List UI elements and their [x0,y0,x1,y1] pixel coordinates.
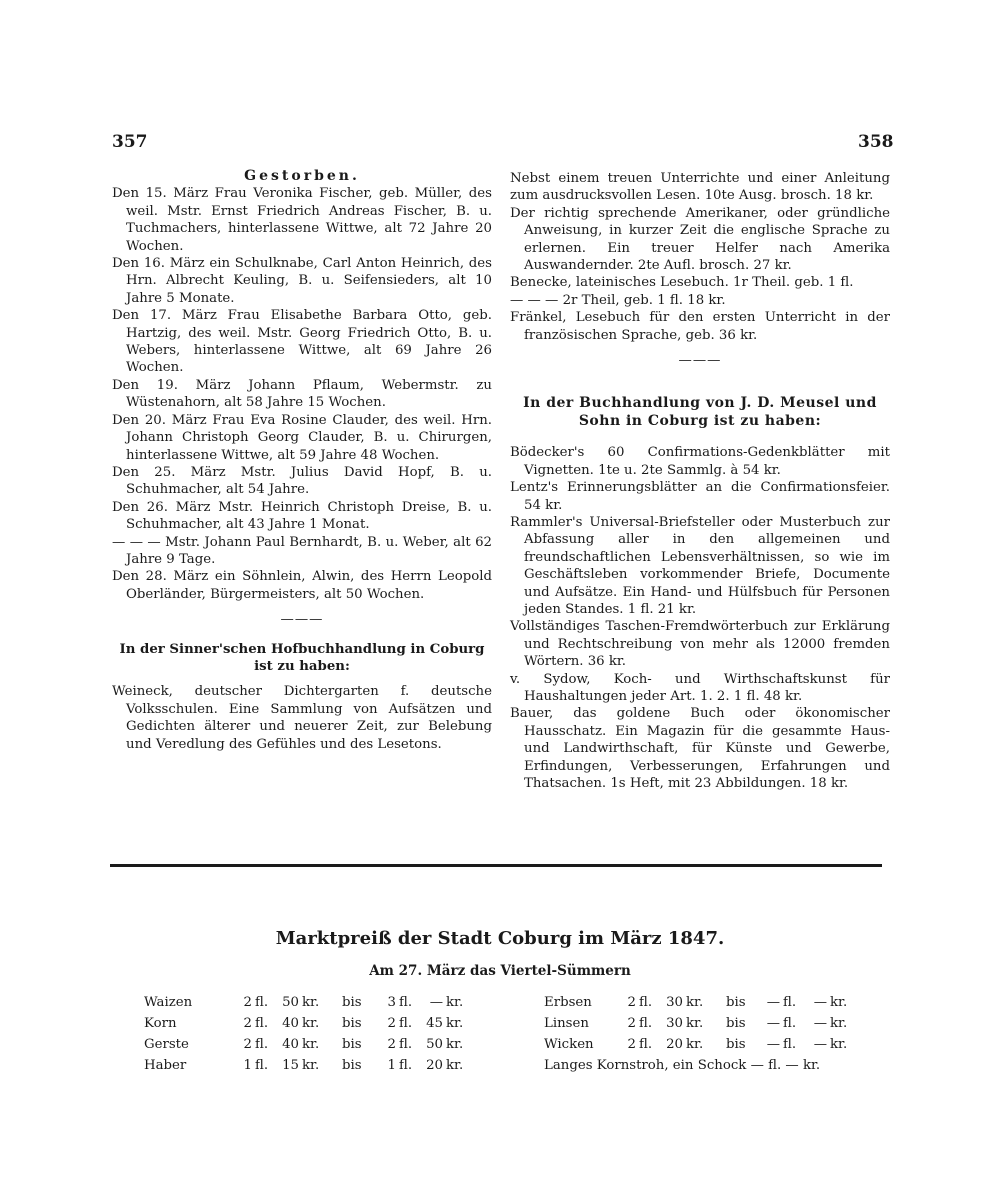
price-value: — [766,995,780,1010]
price-value: 20 [666,1037,683,1052]
section-separator: ——— [280,612,324,628]
range-label: bis [342,1016,362,1031]
unit-label: kr. [686,1037,704,1052]
unit-label: kr. [686,1016,704,1031]
grain-name: Korn [144,1016,177,1031]
unit-label: kr. [830,1016,848,1031]
price-value: — [429,995,443,1010]
unit-label: fl. [255,1037,269,1052]
book-listing: Der richtig sprechende Amerikaner, oder gründliche Anweisung, in kurzer Zeit die englische Sprache zu erlernen. Ein treuer Helfer nach Amerika Auswandernder. 2te Aufl. brosch. 27 kr. [510,205,890,274]
death-entry: Den 25. März Mstr. Julius David Hopf, B. u. Schuhmacher, alt 54 Jahre. [112,464,492,498]
price-value: 40 [282,1037,299,1052]
unit-label: kr. [302,1016,320,1031]
unit-label: fl. [399,1016,413,1031]
death-entry: Den 26. März Mstr. Heinrich Christoph Dreise, B. u. Schuhmacher, alt 43 Jahre 1 Monat. [112,499,492,533]
grain-name: Wicken [544,1037,594,1052]
price-value: 2 [387,1016,396,1031]
section-separator: ——— [678,353,722,369]
book-listing: Bauer, das goldene Buch oder ökonomischer Hausschatz. Ein Magazin für die gesammte Haus- und Landwirthschaft, für Künste und Gewerbe, Erfindungen, Verbesserungen, Erfahrungen und Thatsachen. 1s Heft, mit 23 Abbildungen. 18 kr. [510,706,890,791]
shop-heading-meusel: In der Buchhandlung von J. D. Meusel und Sohn in Coburg ist zu haben: [523,395,877,429]
grain-name: Gerste [144,1037,189,1052]
death-entry: Den 20. März Frau Eva Rosine Clauder, des weil. Hrn. Johann Christoph Georg Clauder, B. u. Chirurgen, hinterlassene Wittwe, alt 59 Jahre 48 Wochen. [112,412,492,463]
price-value: — [813,1037,827,1052]
table-row [144,1034,870,1055]
death-entry: Den 16. März ein Schulknabe, Carl Anton Heinrich, des Hrn. Albrecht Keuling, B. u. Seifensieders, alt 10 Jahre 5 Monate. [112,256,492,306]
unit-label: fl. [255,995,269,1010]
shop-heading-sinner: In der Sinner'schen Hofbuchhandlung in Coburg ist zu haben: [119,641,485,674]
market-price-title: Marktpreiß der Stadt Coburg im März 1847. [275,928,725,949]
price-value: 50 [426,1037,443,1052]
price-value: 3 [387,995,396,1010]
unit-label: fl. [255,1058,269,1073]
unit-label: kr. [446,1058,464,1073]
unit-label: kr. [302,1037,320,1052]
price-value: 2 [243,1016,252,1031]
price-value: — [813,995,827,1010]
page-number-left: 357 [112,132,148,152]
unit-label: fl. [639,995,653,1010]
price-value: 30 [666,995,683,1010]
book-listing: Weineck, deutscher Dichtergarten f. deutsche Volksschulen. Eine Sammlung von Aufsätzen und Gedichten älterer und neuerer Zeit, zur Belebung und Veredlung des Gefühles und des Lesetons. [112,684,492,752]
horizontal-divider [110,864,882,867]
unit-label: kr. [446,1037,464,1052]
grain-name: Erbsen [544,995,592,1010]
price-value: 2 [627,995,636,1010]
unit-label: kr. [830,995,848,1010]
book-listing-continued: Nebst einem treuen Unterrichte und einer Anleitung zum ausdrucksvollen Lesen. 10te Ausg. brosch. 18 kr. [510,171,890,204]
unit-label: kr. [302,1058,320,1073]
price-value: 2 [243,995,252,1010]
unit-label: kr. [446,995,464,1010]
unit-label: kr. [446,1016,464,1031]
table-row [144,992,870,1013]
price-value: — [766,1016,780,1031]
book-listing: Rammler's Universal-Briefsteller oder Musterbuch zur Abfassung aller in den allgemeinen und freundschaftlichen Lebensverhältnissen, so wie im Geschäftsleben vorkommender Briefe, Documente und Aufsätze. Ein Hand- und Hülfsbuch für Personen jeden Standes. 1 fl. 21 kr. [510,514,890,617]
unit-label: fl. [399,995,413,1010]
price-value: 2 [387,1037,396,1052]
price-value: 45 [426,1016,443,1031]
price-value: — [766,1037,780,1052]
left-column [112,168,492,753]
unit-label: fl. [783,995,797,1010]
unit-label: kr. [302,995,320,1010]
death-entry: Den 28. März ein Söhnlein, Alwin, des Herrn Leopold Oberländer, Bürgermeisters, alt 50 Wochen. [112,569,492,602]
book-listing: Lentz's Erinnerungsblätter an die Confirmationsfeier. 54 kr. [510,480,890,513]
book-listing: Benecke, lateinisches Lesebuch. 1r Theil. geb. 1 fl. [510,275,854,291]
unit-label: fl. [399,1037,413,1052]
deaths-heading: Gestorben. [244,168,360,184]
grain-name: Haber [144,1058,187,1073]
unit-label: fl. [639,1037,653,1052]
death-entry: Den 17. März Frau Elisabethe Barbara Otto, geb. Hartzig, des weil. Mstr. Georg Friedrich Otto, B. u. Webers, hinterlassene Wittwe, alt 69 Jahre 26 Wochen. [112,308,492,376]
range-label: bis [342,1058,362,1073]
market-price-table [144,992,870,1076]
price-value: 2 [243,1037,252,1052]
range-label: bis [342,995,362,1010]
price-value: 40 [282,1016,299,1031]
price-value: 1 [387,1058,396,1073]
unit-label: fl. [399,1058,413,1073]
price-value: — [813,1016,827,1031]
book-listing: Vollständiges Taschen-Fremdwörterbuch zur Erklärung und Rechtschreibung von mehr als 12000 fremden Wörtern. 36 kr. [510,619,890,670]
death-entry: — — — Mstr. Johann Paul Bernhardt, B. u. Weber, alt 62 Jahre 9 Tage. [112,534,492,567]
price-value: 30 [666,1016,683,1031]
book-listing: v. Sydow, Koch- und Wirthschaftskunst für Haushaltungen jeder Art. 1. 2. 1 fl. 48 kr. [510,671,890,704]
range-label: bis [342,1037,362,1052]
right-column [510,170,890,792]
book-listing: Bödecker's 60 Confirmations-Gedenkblätter mit Vignetten. 1te u. 2te Sammlg. à 54 kr. [510,445,890,478]
unit-label: fl. [783,1016,797,1031]
price-value: 15 [282,1058,299,1073]
book-listing: — — — 2r Theil, geb. 1 fl. 18 kr. [510,292,726,308]
unit-label: fl. [255,1016,269,1031]
straw-price: Langes Kornstroh, ein Schock — fl. — kr. [544,1058,821,1073]
unit-label: kr. [830,1037,848,1052]
range-label: bis [726,1016,746,1031]
range-label: bis [726,1037,746,1052]
price-value: 50 [282,995,299,1010]
table-row [144,1013,870,1034]
market-price-subtitle: Am 27. März das Viertel-Sümmern [369,963,631,979]
grain-name: Linsen [544,1016,589,1031]
unit-label: fl. [639,1016,653,1031]
grain-name: Waizen [144,995,193,1010]
price-value: 2 [627,1037,636,1052]
unit-label: kr. [686,995,704,1010]
table-row [144,1055,870,1076]
range-label: bis [726,995,746,1010]
book-listing: Fränkel, Lesebuch für den ersten Unterricht in der französischen Sprache, geb. 36 kr. [510,310,890,343]
death-entry: Den 19. März Johann Pflaum, Webermstr. zu Wüstenahorn, alt 58 Jahre 15 Wochen. [112,377,492,411]
page-number-right: 358 [858,132,894,152]
death-entry: Den 15. März Frau Veronika Fischer, geb. Müller, des weil. Mstr. Ernst Friedrich Andreas Fischer, B. u. Tuchmachers, hinterlassene Wittwe, alt 72 Jahre 20 Wochen. [112,186,492,254]
unit-label: fl. [783,1037,797,1052]
price-value: 1 [243,1058,252,1073]
price-value: 2 [627,1016,636,1031]
price-value: 20 [426,1058,443,1073]
